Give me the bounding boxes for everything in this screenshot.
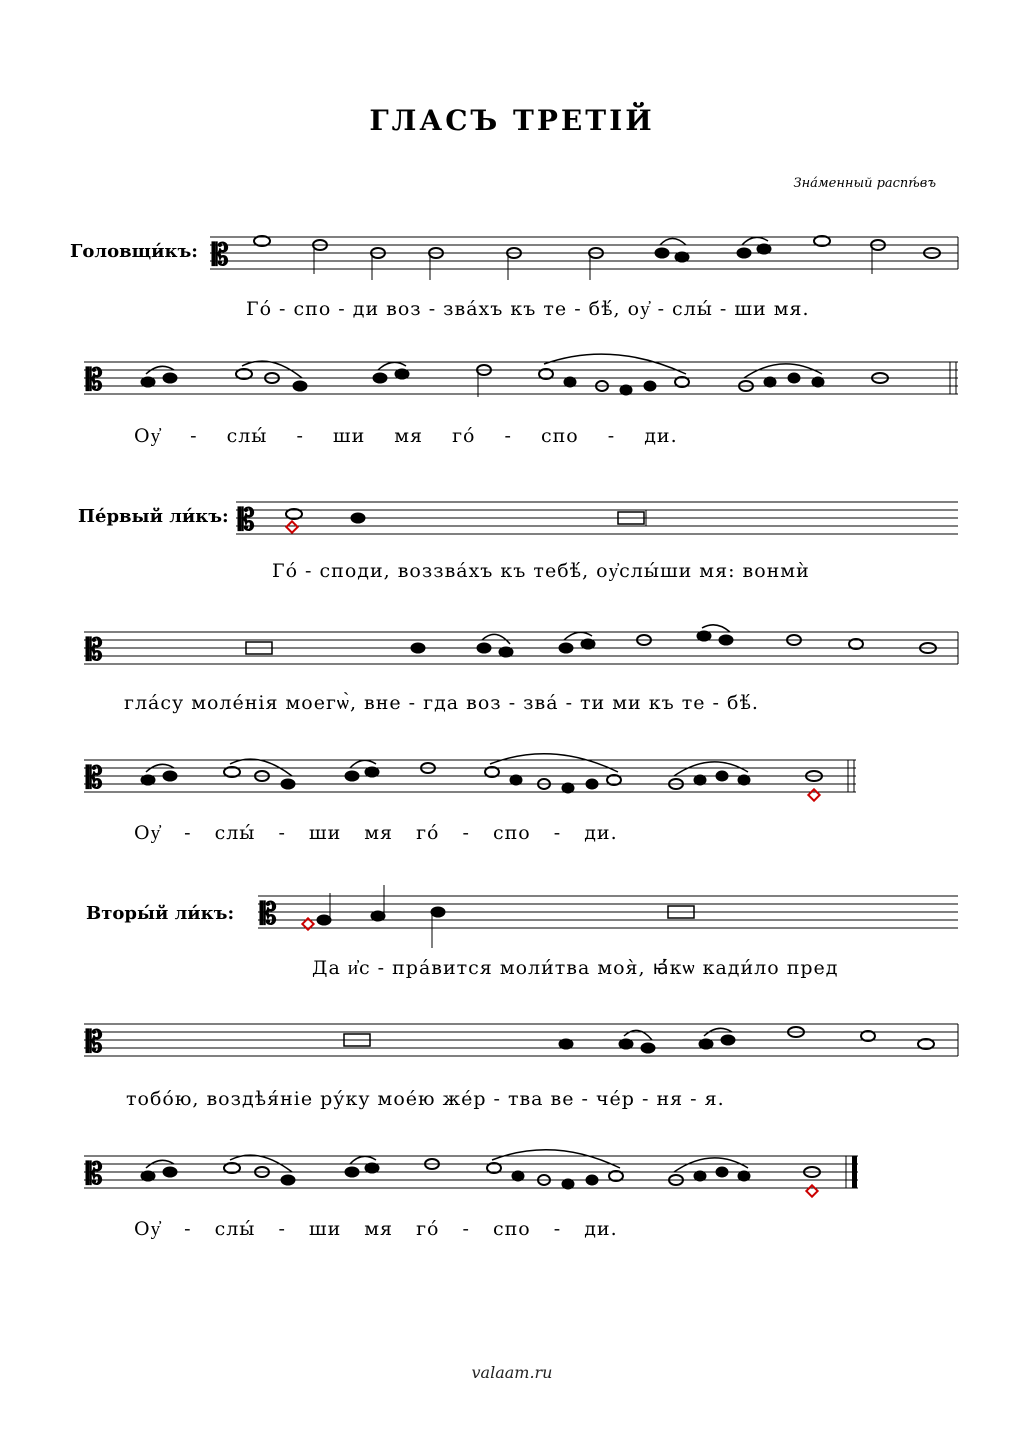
clef-4: 𝄡 — [86, 633, 103, 668]
notes-staff-5 — [141, 763, 822, 801]
notes-staff-1 — [254, 236, 940, 280]
staff-7 — [84, 1024, 958, 1056]
clef-2: 𝄡 — [86, 363, 103, 398]
notes-staff-3 — [286, 509, 646, 533]
lyrics-line-3: Го́ - споди, воззва́хъ къ тебѣ́, оу҆слы́ши мя: вонмѝ — [272, 560, 810, 582]
clef-7: 𝄡 — [86, 1025, 103, 1060]
staff-6 — [258, 896, 958, 928]
lyrics-line-2: Оу҆ - слы́ - ши мя го́ - спо - ди. — [134, 425, 678, 447]
staff-2 — [84, 362, 958, 394]
lyrics-line-4: гла́су моле́нія моегѡ̀, вне - гда воз - зва́ - ти ми къ те - бѣ́. — [124, 692, 759, 714]
lyrics-line-8: Оу҆ - слы́ - ши мя го́ - спо - ди. — [134, 1218, 618, 1240]
section-label-pervyi: Пе́рвый ли́къ: — [78, 506, 229, 527]
clef-3: 𝄡 — [238, 503, 255, 538]
clef-6: 𝄡 — [260, 897, 277, 932]
staff-1 — [210, 237, 958, 269]
clef-1: 𝄡 — [212, 238, 229, 273]
lyrics-line-1: Го́ - спо - ди воз - зва́хъ къ те - бѣ́, оу҆ - слы́ - ши мя. — [246, 298, 810, 320]
lyrics-line-6: Да и҆с - пра́вится моли́тва моя̀, ꙗ҆́кѡ кади́ло пред — [312, 957, 839, 979]
section-label-golovshchik: Головщи́къ: — [70, 241, 198, 262]
section-label-vtoryi: Вторы́й ли́къ: — [86, 903, 235, 924]
clef-8: 𝄡 — [86, 1157, 103, 1192]
clef-5: 𝄡 — [86, 761, 103, 796]
page-title: ГЛАСЪ ТРЕТІЙ — [369, 104, 655, 137]
lyrics-line-7: тобо́ю, воздѣя́ніе ру́ку мое́ю же́р - тва ве - че́р - ня - я. — [126, 1088, 725, 1110]
notes-staff-6 — [302, 885, 694, 948]
footer-source: valaam.ru — [471, 1363, 553, 1382]
staff-4 — [84, 632, 958, 664]
notes-staff-8 — [141, 1159, 820, 1197]
lyrics-line-5: Оу҆ - слы́ - ши мя го́ - спо - ди. — [134, 822, 618, 844]
staff-3 — [236, 502, 958, 534]
chant-type-label: Зна́менный распѣ́въ — [793, 176, 936, 191]
